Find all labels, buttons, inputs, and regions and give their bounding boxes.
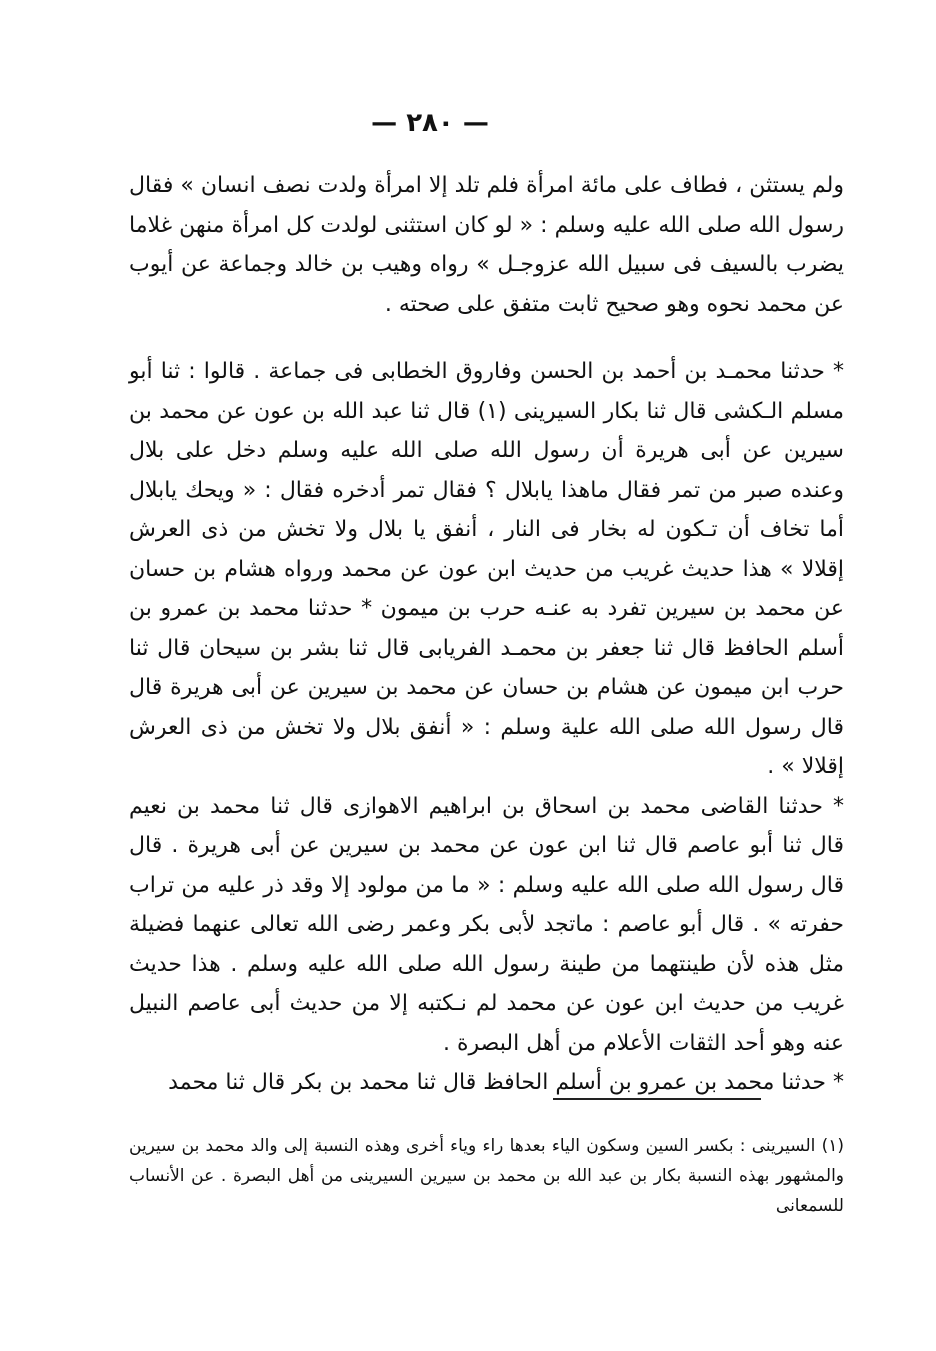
main-text-block-2 [129,352,844,1103]
page-number: — ٢٨٠ — [371,108,489,138]
main-text-block-1 [129,166,844,324]
footnotes [129,1131,844,1221]
paragraph: ولم يستثن ، فطاف على مائة امرأة فلم تلد إلا امرأة ولدت نصف انسان » فقال رسول الله صلى الله عليه وسلم : « لو كان استثنى لولدت كل امرأة منهن غلاما يضرب بالسيف فى سبيل الله عزوجـل » رواه وهيب بن خالد وجماعة عن أيوب عن محمد نحوه وهو صحيح ثابت متفق على صحته . [129,173,844,317]
paragraph: * حدثنا محمد بن عمرو بن أسلم الحافظ قال ثنا محمد بن بكر قال ثنا محمد [168,1070,844,1095]
footnote-divider [553,1098,761,1100]
footnote: (١) السيرينى : بكسر السين وسكون الياء بعدها راء وياء أخرى وهذه النسبة إلى والد محمد بن سيرين والمشهور بهذه النسبة بكار بن عبد الله بن محمد بن سيرين السيرينى من أهل البصرة . عن الأنساب للسمعانى [129,1136,844,1216]
paragraph: * حدثنا القاضى محمد بن اسحاق بن ابراهيم الاهوازى قال ثنا محمد بن نعيم قال ثنا أبو عاصم قال ثنا ابن عون عن محمد بن سيرين عن أبى هريرة . قال قال رسول الله صلى الله عليه وسلم : « ما من مولود إلا وقد ذر عليه من تراب حفرته » . قال أبو عاصم : ماتجد لأبى بكر وعمر رضى الله تعالى عنهما فضيلة مثل هذه لأن طينتهما من طينة رسول الله صلى الله عليه وسلم . هذا حديث غريب من حديث ابن عون عن محمد لم نـكتبه إلا من حديث أبى عاصم النبيل عنه وهو أحد الثقات الأعلام من أهل البصرة . [129,793,844,1056]
paragraph: * حدثنا محمـد بن أحمد بن الحسن وفاروق الخطابى فى جماعة . قالوا : ثنا أبو مسلم الـكشى قال ثنا بكار السيرينى (١) قال ثنا عبد الله بن عون عن محمد بن سيرين عن أبى هريرة أن رسول الله صلى الله عليه وسلم دخل على بلال وعنده صبر من تمر فقال ماهذا يابلال ؟ فقال تمر أدخره فقال : « ويحك يابلال أما تخاف أن تـكون له بخار فى النار ، أنفق يا بلال ولا تخش من ذى العرش إقلالا » هذا حديث غريب من حديث ابن عون عن محمد ورواه هشام بن حسان عن محمد بن سيرين تفرد به عنـه حرب بن ميمون * حدثنا محمد بن عمرو بن أسلم الحافظ قال ثنا جعفر بن محمـد الفريابى قال ثنا بشر بن سيحان قال ثنا حرب ابن ميمون عن هشام بن حسان عن محمد بن سيرين عن أبى هريرة قال قال رسول الله صلى الله علية وسلم : « أنفق بلال ولا تخش من ذى العرش إقلالا » . [129,359,844,779]
